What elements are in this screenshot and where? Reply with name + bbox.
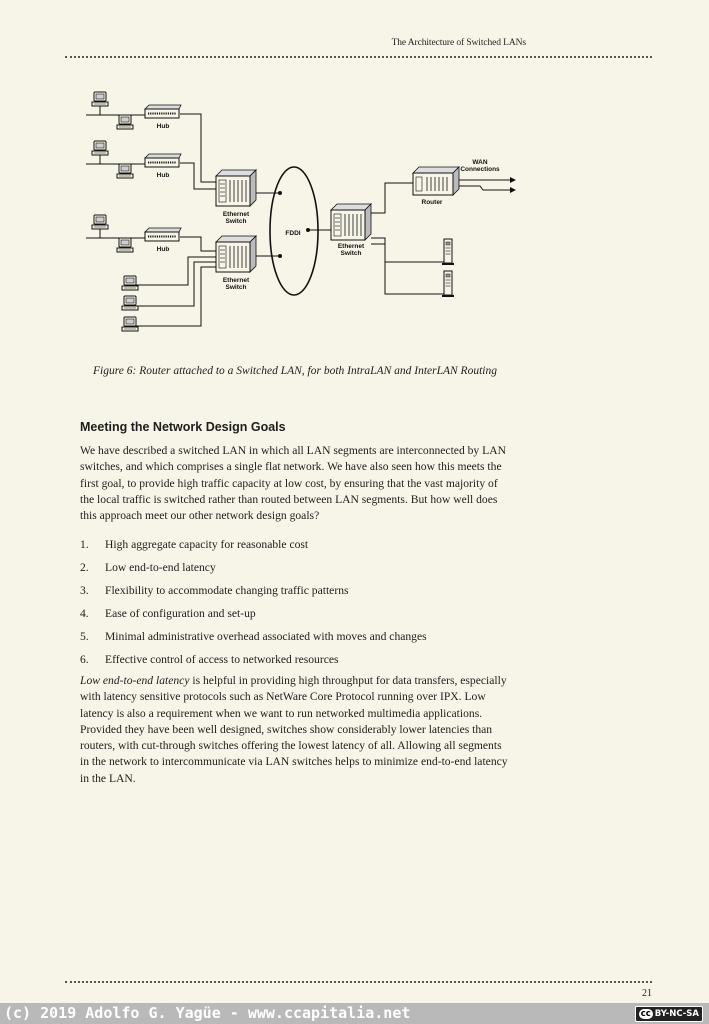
cc-license-badge xyxy=(635,1006,703,1022)
wan-label: WAN xyxy=(472,159,488,166)
server-icon xyxy=(442,271,454,297)
watermark-text: (c) 2019 Adolfo G. Yagüe - www.ccapitalia.net xyxy=(4,1004,411,1022)
fddi-attach-point xyxy=(278,191,282,195)
list-item-number: 3. xyxy=(80,584,89,597)
paragraph-text: is helpful in providing high throughput for data transfers, especially with latency sensitive protocols such as NetWare Core Protocol running over IPX. Low latency is also a requirement when we want to run networked multimedia applications. Provided they have been well designed, switches show considerably lower latencies than routers, with cut-through switches offering the lowest latency of all. Allowing all segments in the network to intercommunicate via LAN switches helps to minimize end-to-end latency in the LAN. xyxy=(80,674,508,785)
list-item xyxy=(80,606,510,629)
list-item xyxy=(80,652,510,675)
header-rule xyxy=(65,56,652,58)
list-item-text: Minimal administrative overhead associated with moves and changes xyxy=(105,630,427,643)
router-icon xyxy=(413,167,459,195)
workstation-icon xyxy=(92,141,108,155)
hub-label: Hub xyxy=(156,172,170,179)
license-label: BY-NC-SA xyxy=(654,1009,699,1019)
ethernet-switch-icon xyxy=(331,204,371,240)
ethernet-switch-label: Ethernet xyxy=(222,277,250,284)
footer-rule xyxy=(65,981,652,983)
page-number: 21 xyxy=(642,988,652,999)
router-label: Router xyxy=(421,199,443,206)
body-paragraph xyxy=(80,673,510,787)
ethernet-switch-label: Switch xyxy=(225,218,247,225)
cc-icon: cc xyxy=(640,1009,651,1019)
hub-icon xyxy=(145,105,181,118)
network-diagram xyxy=(70,78,540,358)
list-item-number: 2. xyxy=(80,561,89,574)
fddi-attach-point xyxy=(278,254,282,258)
figure-caption: Figure 6: Router attached to a Switched LAN, for both IntraLAN and InterLAN Routing xyxy=(93,365,497,377)
body-paragraph: We have described a switched LAN in which all LAN segments are interconnected by LAN switches, and which comprises a single flat network. We have also seen how this meets the first goal, to provide high traffic capacity at low cost, by ensuring that the vast majority of the local traffic is switched rather than routed between LAN segments. But how well does this approach meet our other network design goals? xyxy=(80,444,506,523)
hub-icon xyxy=(145,154,181,167)
list-item-number: 4. xyxy=(80,607,89,620)
running-head: The Architecture of Switched LANs xyxy=(391,38,526,48)
fddi-attach-point xyxy=(306,228,310,232)
network-diagram-svg xyxy=(70,78,540,358)
workstation-icon xyxy=(117,115,133,129)
list-item-text: Flexibility to accommodate changing traffic patterns xyxy=(105,584,349,597)
workstation-icon xyxy=(117,238,133,252)
ethernet-switch-label: Switch xyxy=(340,250,362,257)
list-item xyxy=(80,560,510,583)
fddi-label: FDDI xyxy=(285,230,301,237)
list-item-number: 6. xyxy=(80,653,89,666)
list-item-text: Effective control of access to networked resources xyxy=(105,653,339,666)
list-item-number: 1. xyxy=(80,538,89,551)
ethernet-switch-icon xyxy=(216,236,256,272)
wan-label: Connections xyxy=(460,166,500,173)
watermark-bar xyxy=(0,1003,709,1024)
ethernet-switch-label: Ethernet xyxy=(222,211,250,218)
workstation-icon xyxy=(92,92,108,106)
section-heading: Meeting the Network Design Goals xyxy=(80,420,286,434)
list-item xyxy=(80,537,510,560)
workstation-icon xyxy=(122,296,138,310)
hub-label: Hub xyxy=(156,123,170,130)
ethernet-switch-icon xyxy=(216,170,256,206)
workstation-icon xyxy=(92,215,108,229)
emphasized-term: Low end-to-end latency xyxy=(80,674,190,687)
server-icon xyxy=(442,239,454,265)
workstation-icon xyxy=(122,276,138,290)
workstation-icon xyxy=(117,164,133,178)
workstation-icon xyxy=(122,317,138,331)
hub-icon xyxy=(145,228,181,241)
list-item-text: Low end-to-end latency xyxy=(105,561,216,574)
list-item xyxy=(80,629,510,652)
list-item-text: High aggregate capacity for reasonable cost xyxy=(105,538,309,551)
ethernet-switch-label: Switch xyxy=(225,284,247,291)
list-item-number: 5. xyxy=(80,630,89,643)
wan-arrowheads xyxy=(510,177,516,193)
list-item-text: Ease of configuration and set-up xyxy=(105,607,256,620)
list-item xyxy=(80,583,510,606)
design-goals-list xyxy=(80,537,510,675)
ethernet-switch-label: Ethernet xyxy=(337,243,365,250)
hub-label: Hub xyxy=(156,246,170,253)
